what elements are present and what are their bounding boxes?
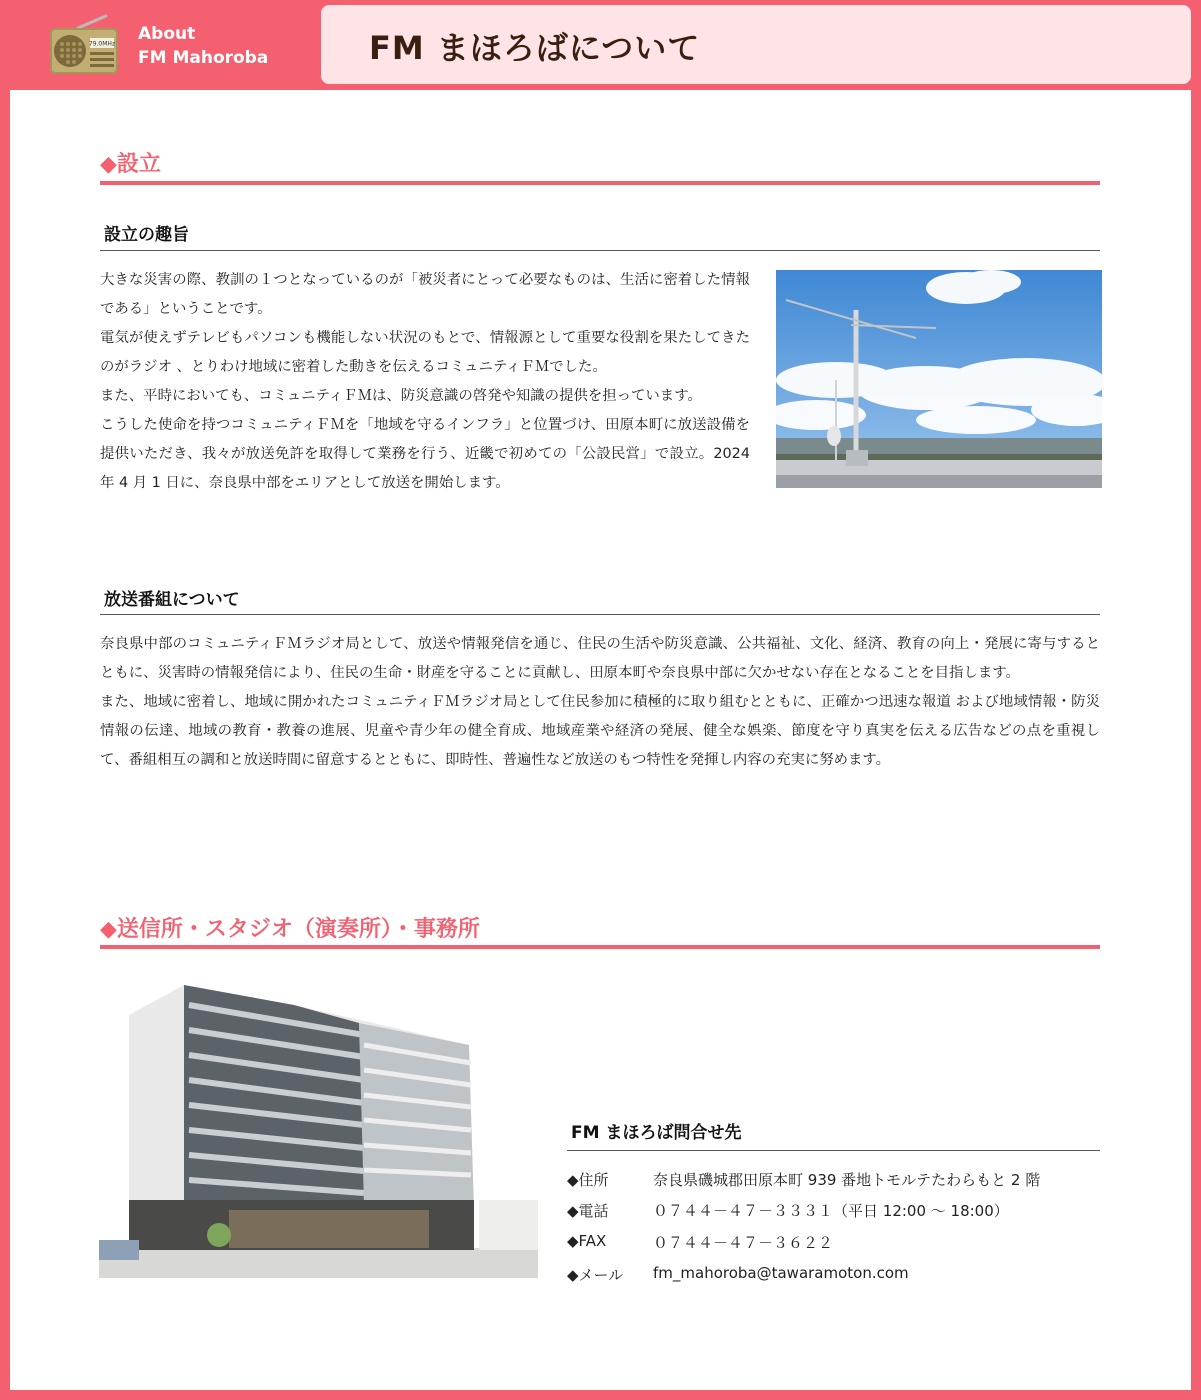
antenna-photo (776, 270, 1102, 488)
section-rule (100, 945, 1100, 949)
contact-heading: FM まほろば問合せ先 (571, 1123, 742, 1143)
header-title-tab (321, 5, 1191, 84)
contact-label: ◆電話 (567, 1202, 609, 1220)
header-english-line2: FM Mahoroba (138, 48, 269, 68)
section-rule (100, 181, 1100, 185)
building-photo (99, 985, 538, 1278)
subheading-programs: 放送番組について (104, 590, 240, 610)
purpose-paragraph: こうした使命を持つコミュニティＦＭを「地域を守るインフラ」と位置づけ、田原本町に放送設備を提供いただき、我々が放送免許を取得して業務を行う、近畿で初めての「公設民営」で設立。2024 年 4 月 1 日に、奈良県中部をエリアとして放送を開始します。 (100, 417, 750, 491)
programs-paragraph: 奈良県中部のコミュニティＦＭラジオ局として、放送や情報発信を通じ、住民の生活や防災意識、公共福祉、文化、経済、教育の向上・発展に寄与するとともに、災害時の情報発信により、住民の生命・財産を守ることに貢献し、田原本町や奈良県中部に欠かせない存在となることを目指します。 (100, 636, 1100, 681)
subheading-rule (100, 614, 1100, 615)
contact-label: ◆住所 (567, 1171, 609, 1189)
purpose-paragraph: 大きな災害の際、教訓の１つとなっているのが「被災者にとって必要なものは、生活に密着した情報である」ということです。 (100, 272, 750, 317)
contact-value-fax: ０７４４－４７－３６２２ (653, 1234, 834, 1252)
header-brand (0, 0, 320, 90)
programs-text (100, 630, 1100, 775)
section-heading-facilities: ◆送信所・スタジオ（演奏所）・事務所 (100, 917, 480, 942)
radio-display-text: 79.0MHz (88, 40, 116, 48)
header-english-title (138, 22, 268, 70)
page-title: FM まほろばについて (369, 29, 701, 67)
contact-rule (567, 1150, 1100, 1151)
section-heading-establishment: ◆設立 (100, 152, 161, 177)
programs-paragraph: また、地域に密着し、地域に開かれたコミュニティＦＭラジオ局として住民参加に積極的に取り組むとともに、正確かつ迅速な報道 および地域情報・防災情報の伝達、地域の教育・教養の進展、児童や青少年の健全育成、地域産業や経済の発展、健全な娯楽、節度を守り真実を伝える広告などの点を重視して、番組相互の調和と放送時間に留意するとともに、即時性、普遍性など放送のもつ特性を発揮し内容の充実に努めます。 (100, 694, 1100, 768)
radio-icon (48, 14, 120, 76)
subheading-purpose: 設立の趣旨 (104, 225, 189, 245)
purpose-paragraph: 電気が使えずテレビもパソコンも機能しない状況のもとで、情報源として重要な役割を果たしてきたのがラジオ 、とりわけ地域に密着した動きを伝えるコミュニティＦＭでした。 (100, 330, 750, 375)
contact-label: ◆メール (567, 1266, 624, 1284)
contact-value-email[interactable]: fm_mahoroba@tawaramoton.com (653, 1264, 909, 1282)
contact-label: ◆FAX (567, 1232, 607, 1250)
purpose-paragraph: また、平時においても、コミュニティＦＭは、防災意識の啓発や知識の提供を担っています。 (100, 388, 702, 404)
header-english-line1: About (138, 24, 196, 44)
subheading-rule (100, 250, 1100, 251)
contact-value-phone[interactable]: ０７４４－４７－３３３１（平日 12:00 ～ 18:00） (653, 1202, 1009, 1220)
purpose-text (100, 266, 750, 498)
contact-value-address: 奈良県磯城郡田原本町 939 番地トモルテたわらもと 2 階 (653, 1171, 1041, 1189)
